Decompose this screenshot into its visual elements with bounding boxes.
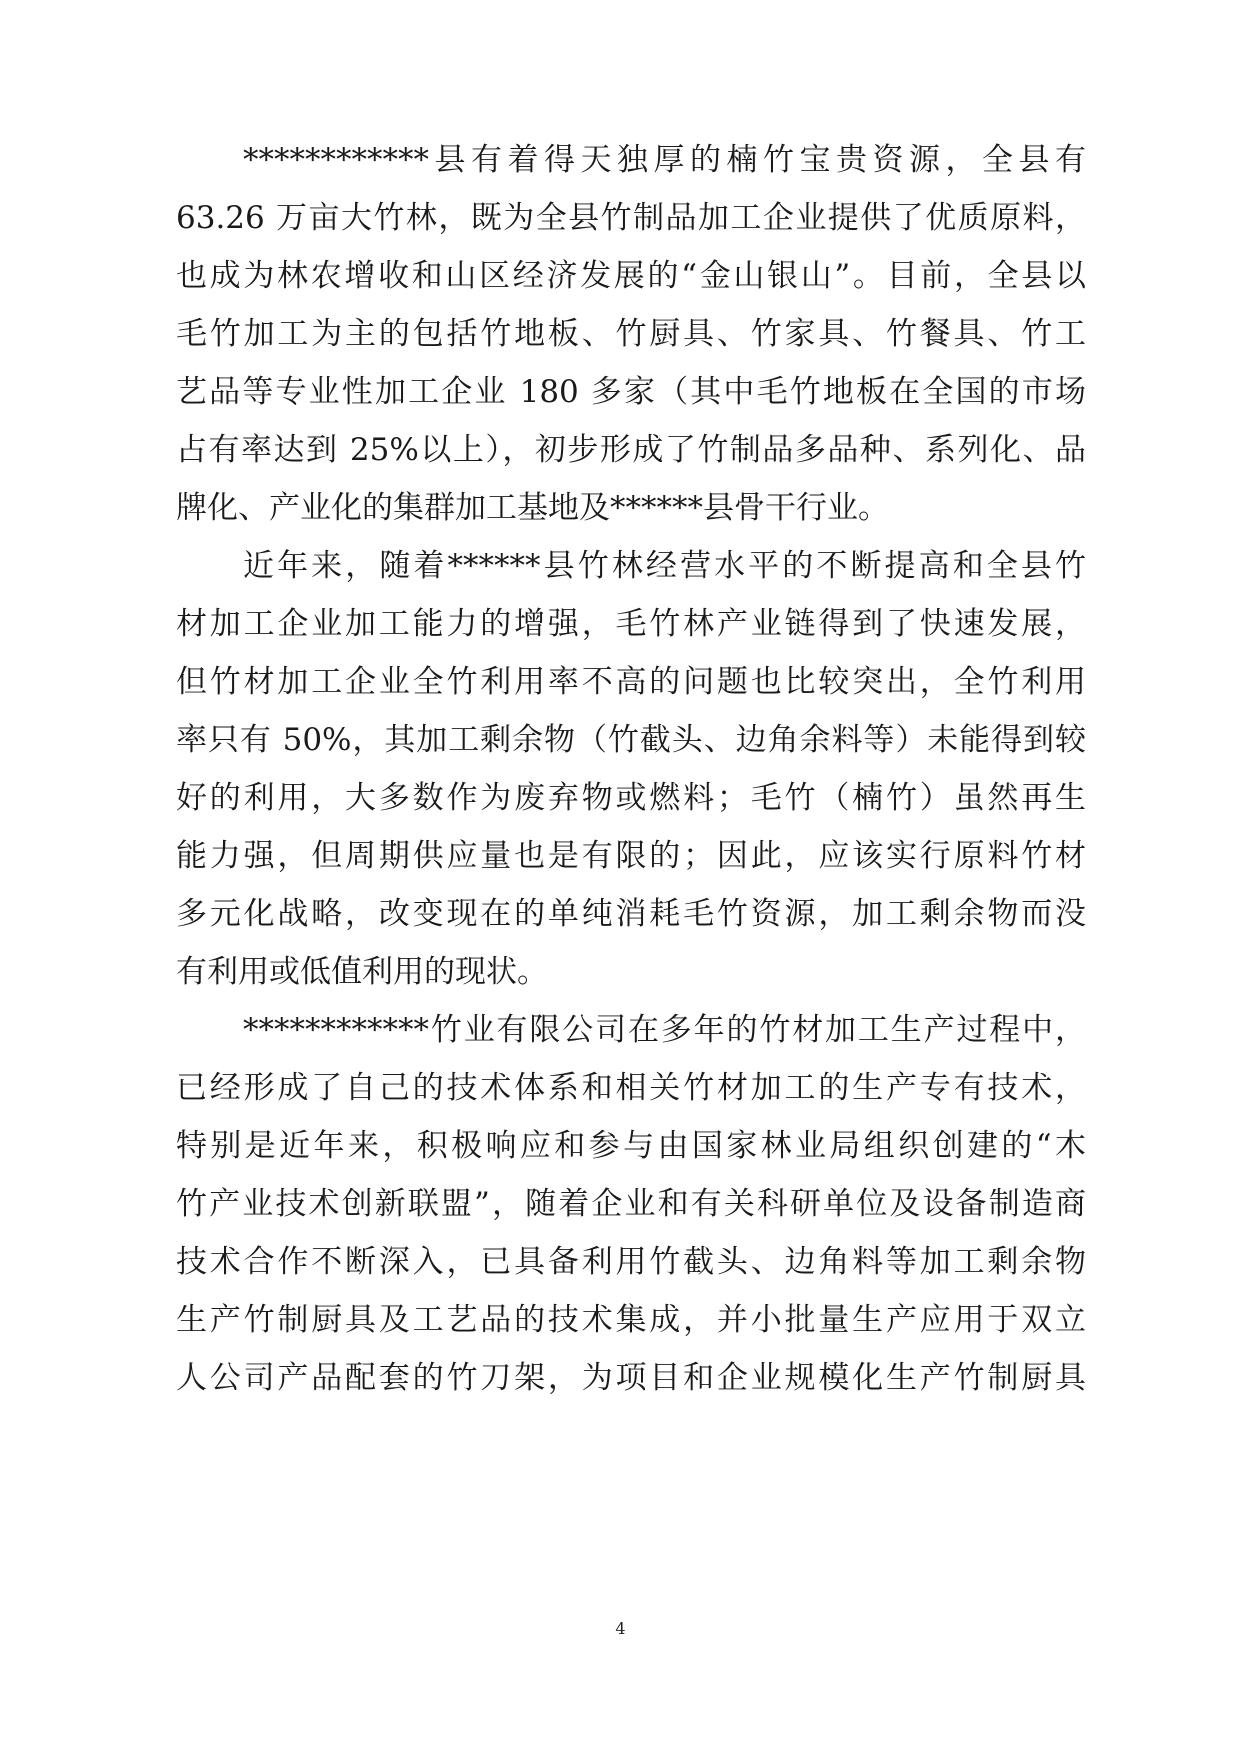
paragraph-1-line-1: ************县有着得天独厚的楠竹宝贵资源，全县有 — [243, 142, 1086, 178]
paragraph-2-line-8: 有利用或低值利用的现状。 — [176, 954, 548, 990]
paragraph-3-line-2: 已经形成了自己的技术体系和相关竹材加工的生产专有技术， — [176, 1070, 1086, 1106]
paragraph-2-line-6: 能力强，但周期供应量也是有限的；因此，应该实行原料竹材 — [176, 838, 1086, 874]
paragraph-2-line-3: 但竹材加工企业全竹利用率不高的问题也比较突出，全竹利用 — [176, 664, 1086, 700]
paragraph-3-line-5: 技术合作不断深入，已具备利用竹截头、边角料等加工剩余物 — [176, 1244, 1086, 1280]
paragraph-2-line-2: 材加工企业加工能力的增强，毛竹林产业链得到了快速发展， — [176, 606, 1086, 642]
paragraph-3-line-1: ************竹业有限公司在多年的竹材加工生产过程中， — [243, 1012, 1086, 1048]
page-number: 4 — [615, 1619, 626, 1638]
paragraph-1-line-5: 艺品等专业性加工企业 180 多家（其中毛竹地板在全国的市场 — [176, 374, 1086, 410]
paragraph-2-line-1: 近年来，随着******县竹林经营水平的不断提高和全县竹 — [243, 548, 1086, 584]
paragraph-3-line-7: 人公司产品配套的竹刀架，为项目和企业规模化生产竹制厨具 — [176, 1360, 1086, 1396]
paragraph-1-line-4: 毛竹加工为主的包括竹地板、竹厨具、竹家具、竹餐具、竹工 — [176, 316, 1086, 352]
paragraph-3-line-3: 特别是近年来，积极响应和参与由国家林业局组织创建的“木 — [176, 1128, 1086, 1164]
paragraph-3-line-6: 生产竹制厨具及工艺品的技术集成，并小批量生产应用于双立 — [176, 1302, 1086, 1338]
paragraph-1-line-7: 牌化、产业化的集群加工基地及******县骨干行业。 — [176, 490, 889, 526]
paragraph-2-line-7: 多元化战略，改变现在的单纯消耗毛竹资源，加工剩余物而没 — [176, 896, 1086, 932]
paragraph-2-line-5: 好的利用，大多数作为废弃物或燃料；毛竹（楠竹）虽然再生 — [176, 780, 1086, 816]
paragraph-2-line-4: 率只有 50%，其加工剩余物（竹截头、边角余料等）未能得到较 — [176, 722, 1086, 758]
paragraph-3-line-4: 竹产业技术创新联盟”，随着企业和有关科研单位及设备制造商 — [176, 1186, 1086, 1222]
paragraph-1-line-3: 也成为林农增收和山区经济发展的“金山银山”。目前，全县以 — [176, 258, 1086, 294]
paragraph-1-line-6: 占有率达到 25%以上），初步形成了竹制品多品种、系列化、品 — [176, 432, 1086, 468]
paragraph-1-line-2: 63.26 万亩大竹林，既为全县竹制品加工企业提供了优质原料， — [176, 200, 1086, 236]
